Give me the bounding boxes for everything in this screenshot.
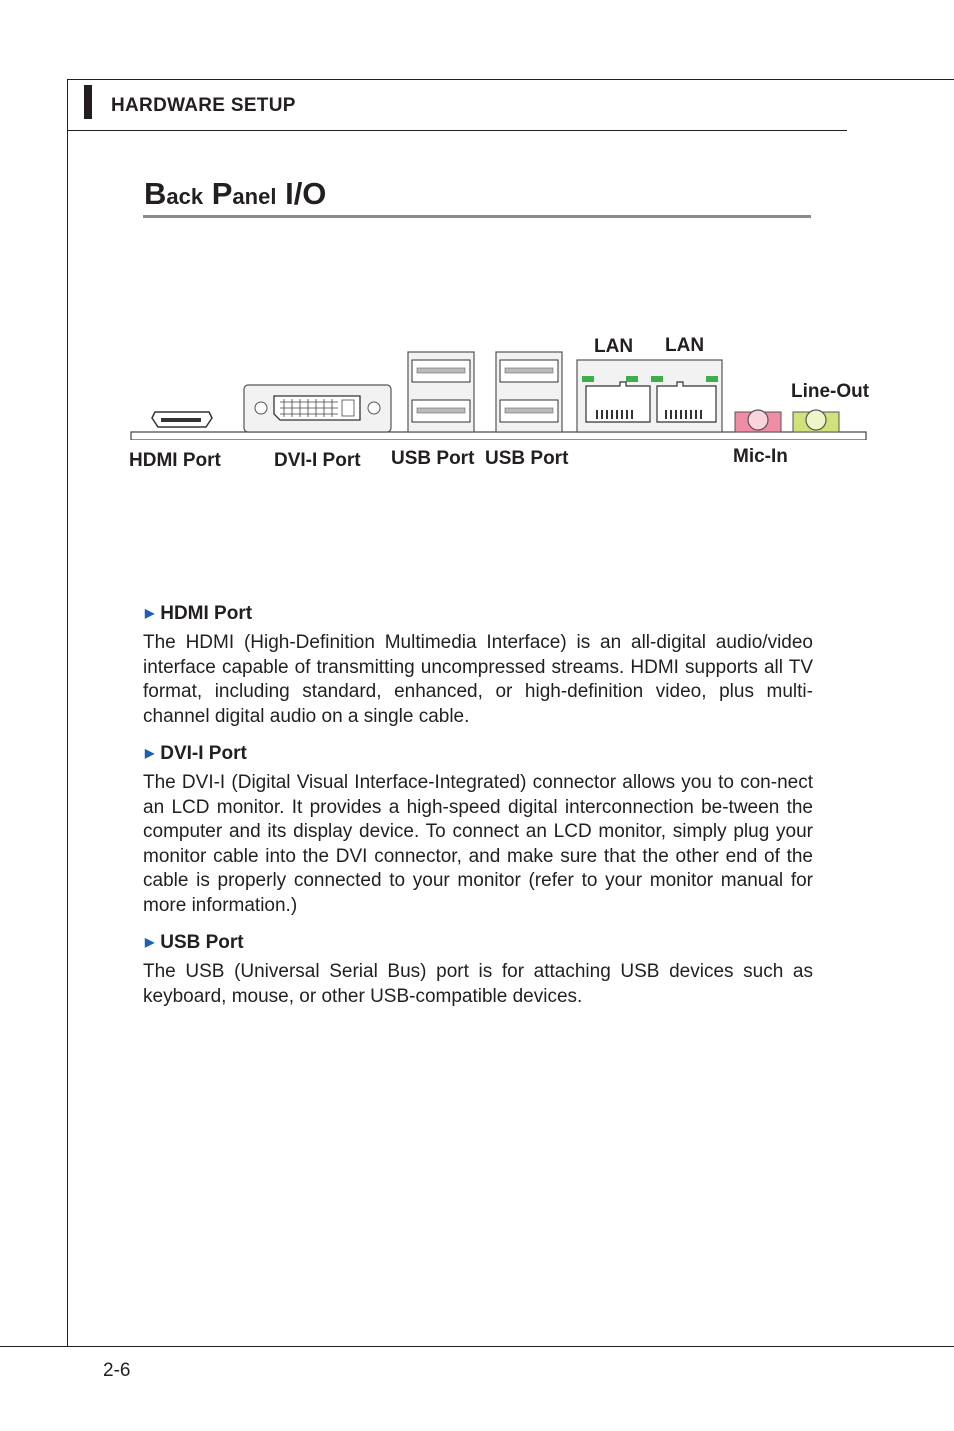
section-body-usb: The USB (Universal Serial Bus) port is for attaching USB devices such as keyboard, mouse, or other USB-compatible devices. (143, 961, 813, 1007)
label-hdmi-port: HDMI Port (129, 450, 221, 471)
title-underline (143, 215, 811, 218)
frame-top-rule (67, 79, 954, 80)
label-dvi-port: DVI-I Port (274, 450, 361, 471)
header-marker-bar (84, 85, 92, 119)
label-lan-1: LAN (594, 336, 634, 357)
header-rule (67, 130, 847, 131)
section-heading-dvi: ▶ DVI-I Port (145, 743, 247, 764)
label-usb-port-2: USB Port (485, 448, 569, 469)
section-heading-hdmi: ▶ HDMI Port (145, 603, 253, 624)
section-body-dvi: The DVI-I (Digital Visual Interface-Integrated) connector allows you to con-nect an LCD monitor. It provides a high-speed digital interconnection be-tween the computer and its display device. To connect an LCD monitor, simply plug your monitor cable into the DVI connector, and make sure that the other end of the cable is properly connected to your monitor (refer to your monitor manual for more information.) (143, 772, 813, 916)
page-title: Back Panel I/O (144, 176, 327, 211)
frame-left-rule (67, 79, 68, 1347)
footer-rule (0, 1346, 954, 1347)
page-number: 2-6 (103, 1360, 131, 1381)
bullet-triangle-icon: ▶ (145, 746, 155, 760)
hdmi-connector-icon (152, 412, 212, 427)
mic-in-jack-icon (735, 410, 781, 432)
dvi-connector-icon (244, 385, 391, 432)
back-panel-illustration (120, 330, 880, 440)
label-lan-2: LAN (665, 335, 705, 356)
label-usb-port-1: USB Port (391, 448, 475, 469)
back-panel-diagram (120, 330, 880, 480)
usb-stack-2-icon (496, 352, 562, 432)
bullet-triangle-icon: ▶ (145, 935, 155, 949)
section-heading-usb: ▶ USB Port (145, 932, 244, 953)
running-header: HARDWARE SETUP (111, 95, 296, 116)
usb-stack-1-icon (408, 352, 474, 432)
label-line-out: Line-Out (791, 381, 870, 402)
lan-ports-icon (577, 360, 722, 432)
bullet-triangle-icon: ▶ (145, 606, 155, 620)
label-mic-in: Mic-In (733, 446, 788, 467)
line-out-jack-icon (793, 410, 839, 432)
section-body-hdmi: The HDMI (High-Definition Multimedia Interface) is an all-digital audio/video interface capable of transmitting uncompressed streams. HDMI supports all TV format, including standard, enhanced, or high-definition video, plus multi-channel digital audio on a single cable. (143, 632, 813, 727)
